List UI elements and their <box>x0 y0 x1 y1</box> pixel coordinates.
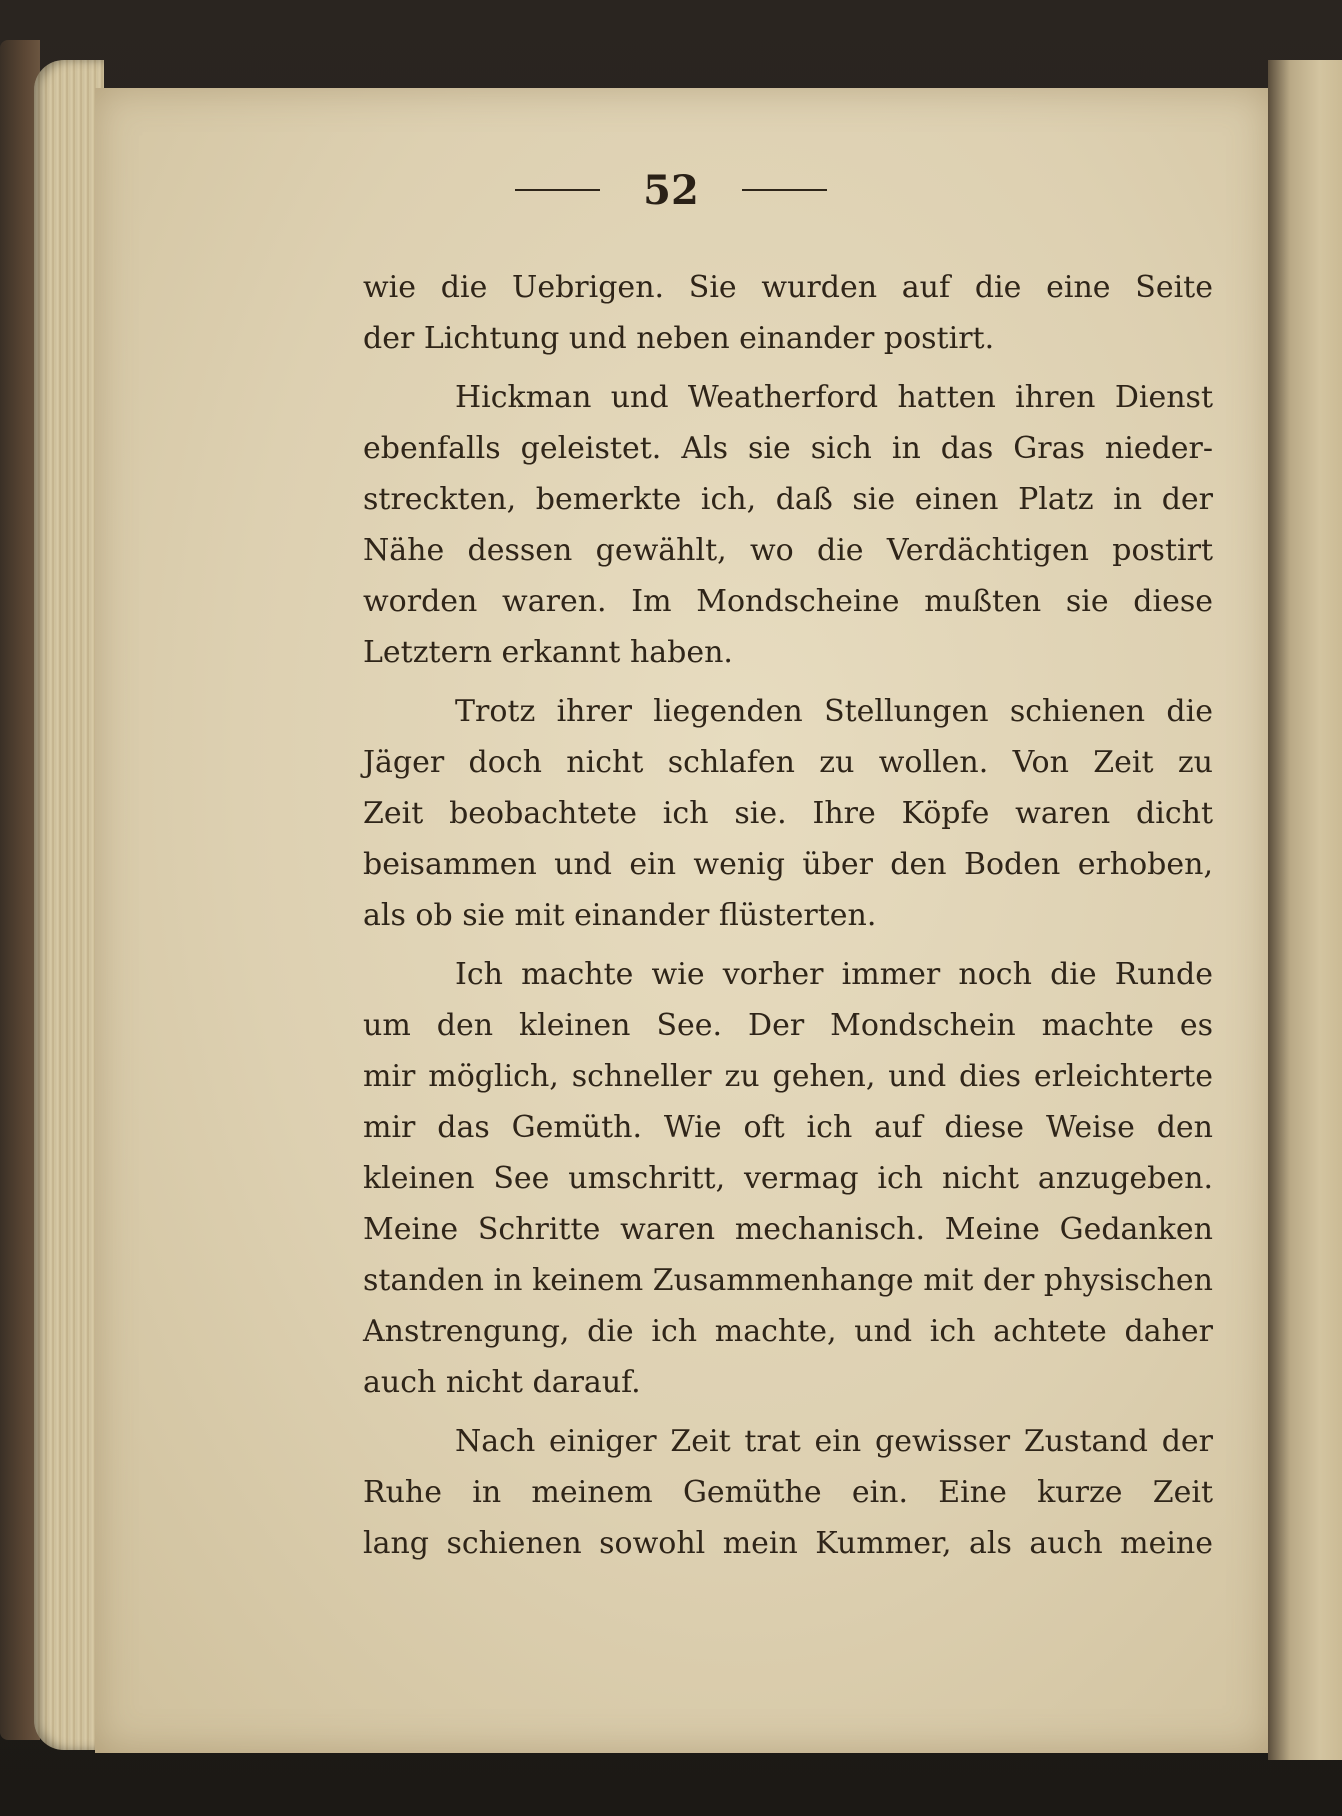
page-stack-edge <box>34 60 104 1750</box>
text-line: beisammen und ein wenig über den Boden erhoben, <box>363 847 1213 882</box>
text-line: Nähe dessen gewählt, wo die Verdächtigen postirt <box>363 533 1213 568</box>
text-line: lang schienen sowohl mein Kummer, als auch meine <box>363 1526 1213 1561</box>
text-line: mir möglich, schneller zu gehen, und dies erleichterte <box>363 1059 1213 1094</box>
text-line: Anstrengung, die ich machte, und ich achtete daher <box>363 1314 1213 1349</box>
text-line: Jäger doch nicht schlafen zu wollen. Von Zeit zu <box>363 745 1213 780</box>
text-line: Letztern erkannt haben. <box>363 635 733 670</box>
text-line: als ob sie mit einander flüsterten. <box>363 898 877 933</box>
header-rule-left <box>515 189 600 191</box>
body-text <box>363 262 1213 1577</box>
paragraph <box>363 262 1213 364</box>
text-line: wie die Uebrigen. Sie wurden auf die eine Seite <box>363 270 1213 305</box>
text-line: worden waren. Im Mondscheine mußten sie diese <box>363 584 1213 619</box>
paragraph <box>363 686 1213 941</box>
paragraph <box>363 949 1213 1408</box>
text-line: Zeit beobachtete ich sie. Ihre Köpfe waren dicht <box>363 796 1213 831</box>
text-line: standen in keinem Zusammenhange mit der physischen <box>363 1263 1213 1298</box>
page-number: 52 <box>643 166 699 214</box>
text-line: Ich machte wie vorher immer noch die Runde <box>455 957 1213 992</box>
text-line: Ruhe in meinem Gemüthe ein. Eine kurze Zeit <box>363 1475 1213 1510</box>
text-line: auch nicht darauf. <box>363 1365 641 1400</box>
text-line: Hickman und Weatherford hatten ihren Dienst <box>455 380 1213 415</box>
text-line: Trotz ihrer liegenden Stellungen schienen die <box>455 694 1213 729</box>
text-line: kleinen See umschritt, vermag ich nicht anzugeben. <box>363 1161 1213 1196</box>
page-header <box>0 165 1342 215</box>
text-line: um den kleinen See. Der Mondschein machte es <box>363 1008 1213 1043</box>
text-line: Meine Schritte waren mechanisch. Meine Gedanken <box>363 1212 1213 1247</box>
text-line: streckten, bemerkte ich, daß sie einen Platz in der <box>363 482 1213 517</box>
text-line: mir das Gemüth. Wie oft ich auf diese Weise den <box>363 1110 1213 1145</box>
paragraph <box>363 1416 1213 1569</box>
text-line: Nach einiger Zeit trat ein gewisser Zustand der <box>455 1424 1213 1459</box>
paragraph <box>363 372 1213 678</box>
facing-page-edge <box>1268 60 1342 1760</box>
text-line: ebenfalls geleistet. Als sie sich in das Gras nieder- <box>363 431 1213 466</box>
text-line: der Lichtung und neben einander postirt. <box>363 321 995 356</box>
header-rule-right <box>742 189 827 191</box>
